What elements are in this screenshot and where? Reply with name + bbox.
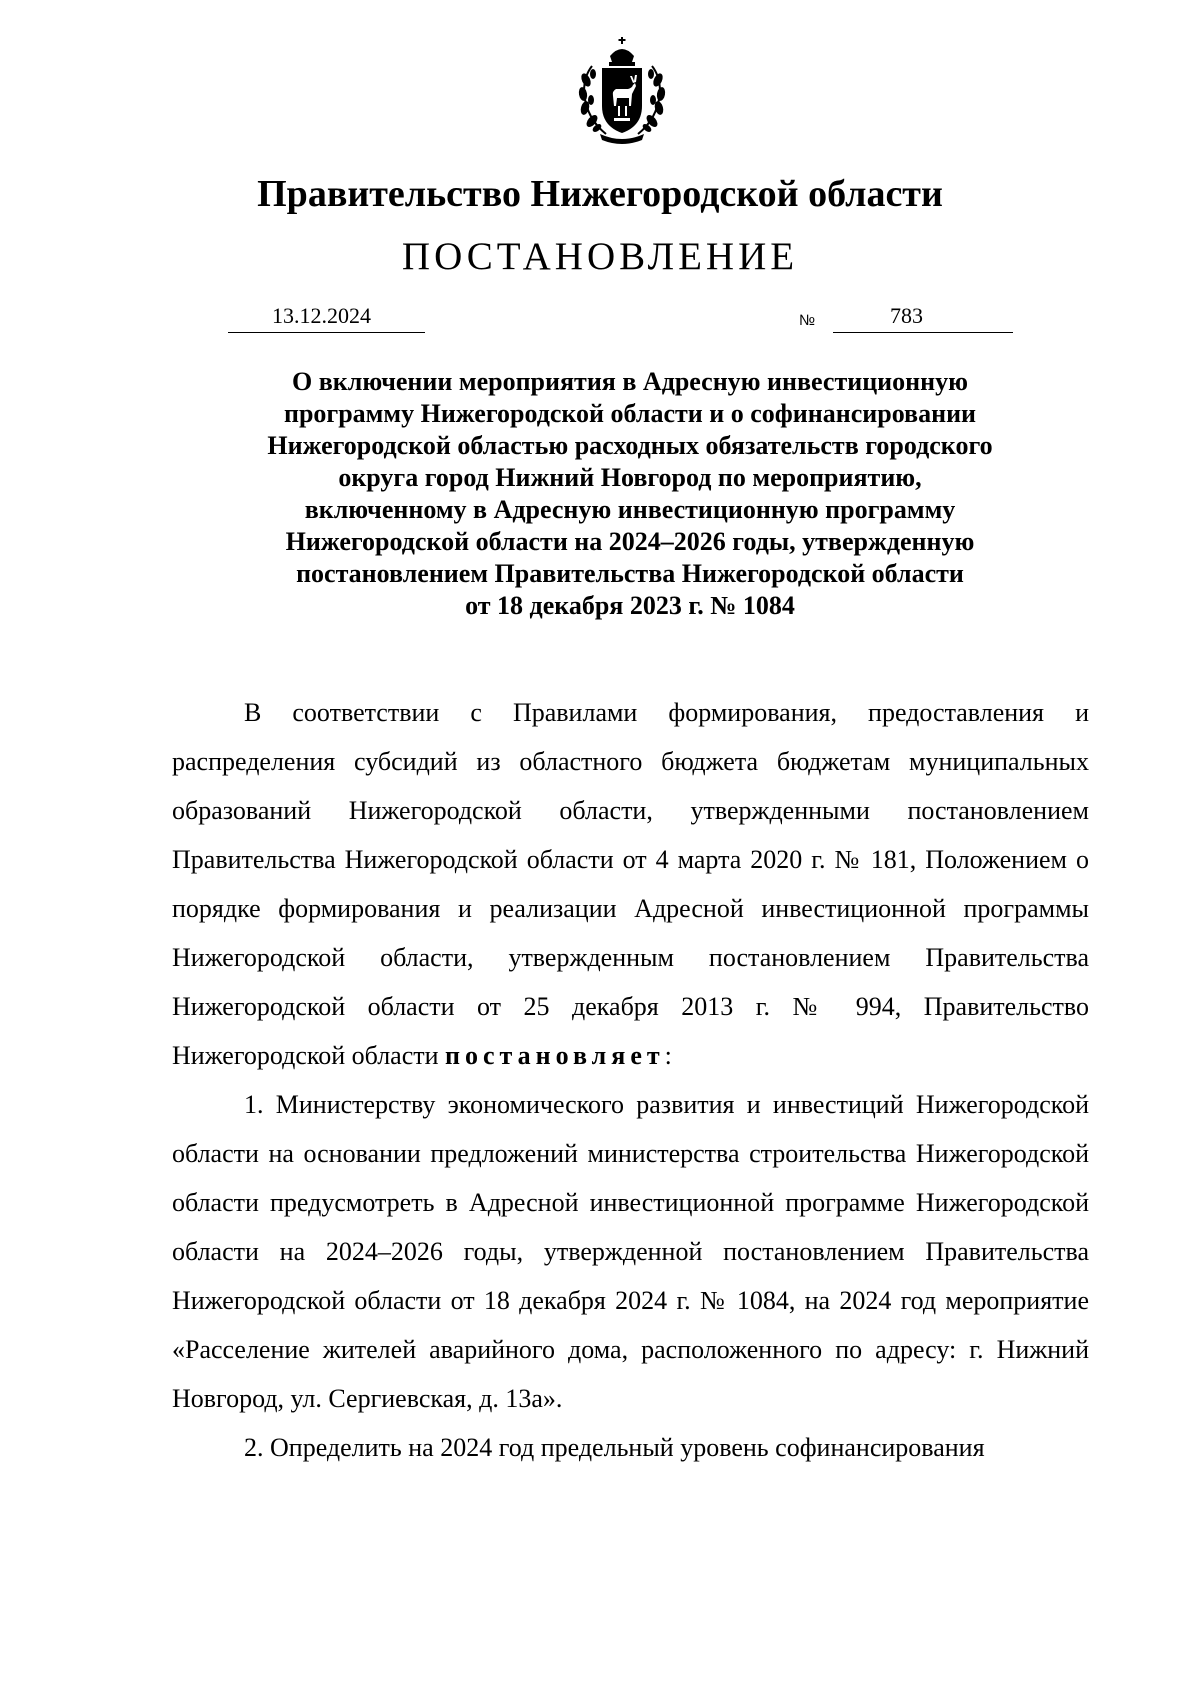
preamble-text: В соответствии с Правилами формирования, предоставления и распределения субсидий из областного бюджета бюджетам муниципальных образований Нижегородской области, утвержденными постановлением Правительства Нижегородской области от 4 марта 2020 г. № 181, Положением о порядке формирования и реализации Адресной инвестиционной программы Нижегородской области, утвержденным постановлением Правительства Нижегородской области от 25 декабря 2013 г. № 994, Правительство Нижегородской области [172,698,1089,1070]
item-1-paragraph: 1. Министерству экономического развития и инвестиций Нижегородской области на основании предложений министерства строительства Нижегородской области предусмотреть в Адресной инвестиционной программе Нижегородской области на 2024–2026 годы, утвержденной постановлением Правительства Нижегородской области от 18 декабря 2024 г. № 1084, на 2024 год мероприятие «Расселение жителей аварийного дома, расположенного по адресу: г. Нижний Новгород, ул. Сергиевская, д. 13а». [172,1090,1089,1413]
subject-line: О включении мероприятия в Адресную инвестиционную [292,367,968,396]
document-subject [170,366,1090,622]
document-date: 13.12.2024 [272,303,371,328]
subject-line: Нижегородской области на 2024–2026 годы, утвержденную [285,527,975,556]
document-type: ПОСТАНОВЛЕНИЕ [401,235,799,278]
subject-line: от 18 декабря 2023 г. № 1084 [465,591,795,620]
document-body [172,688,1089,1472]
coat-of-arms-icon [571,36,673,146]
number-field [833,300,1013,333]
preamble-paragraph [172,688,1089,1080]
government-title: Правительство Нижегородской области [257,173,943,215]
document-number: 783 [890,303,923,328]
date-field [228,300,425,333]
decides-word: постановляет [445,1041,665,1070]
decides-punct: : [664,1041,672,1070]
item-2-paragraph: 2. Определить на 2024 год предельный уровень софинансирования [244,1433,985,1462]
subject-line: включенному в Адресную инвестиционную программу [304,495,956,524]
number-label: № [799,312,816,329]
subject-line: программу Нижегородской области и о софинансировании [283,399,977,428]
subject-line: округа город Нижний Новгород по мероприятию, [338,463,922,492]
subject-line: Нижегородской областью расходных обязательств городского [267,431,993,460]
subject-line: постановлением Правительства Нижегородской области [296,559,964,588]
